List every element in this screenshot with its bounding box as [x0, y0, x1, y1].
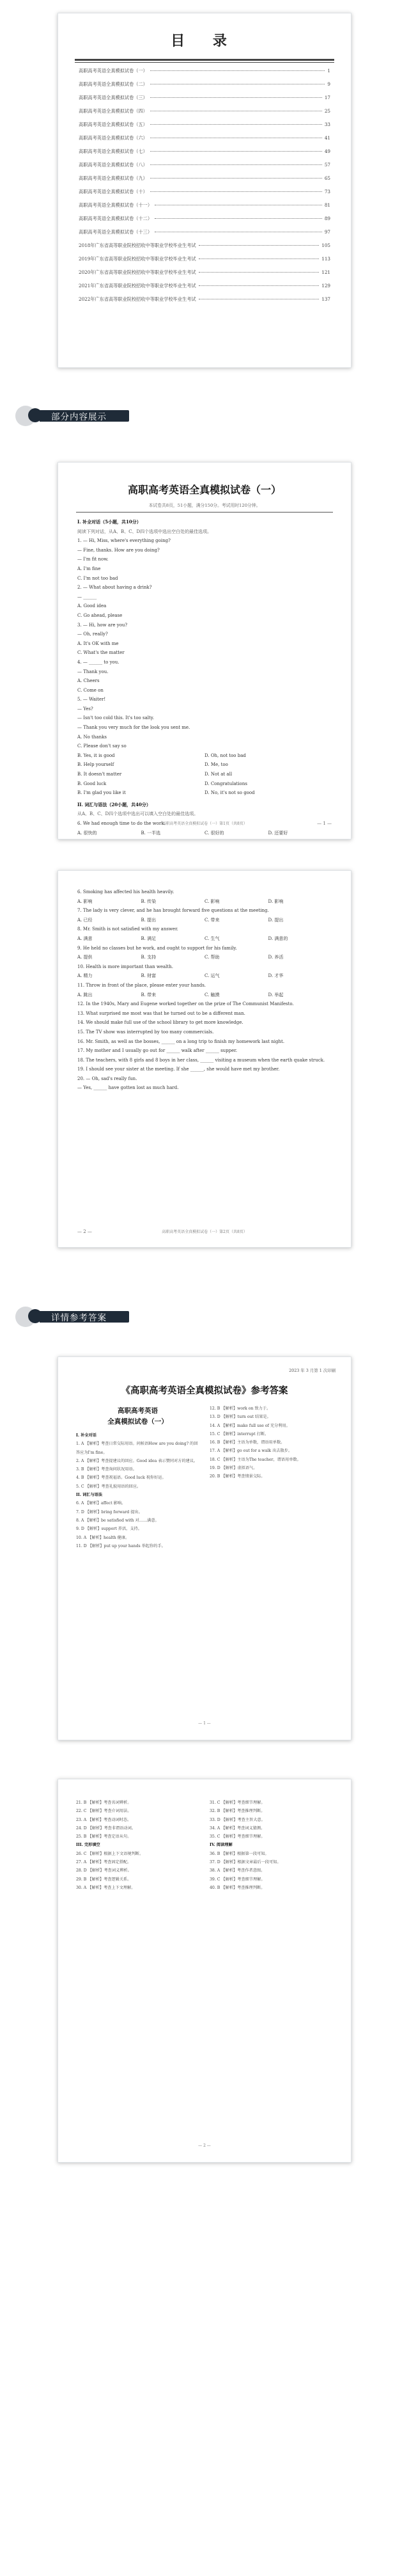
option: D. 满意的	[268, 935, 288, 941]
toc-entry-title: 高职高考英语全真模拟试卷（九）	[79, 175, 148, 181]
answer-item: 31. C 【解析】考查细节理解。	[210, 1801, 265, 1805]
toc-leader-dots	[199, 258, 320, 259]
section-intro: 阅读下列对话，从A、B、C、D四个选项中选出空白处的最佳选项。	[77, 529, 212, 534]
toc-entry-page: 129	[321, 283, 330, 289]
question: 18. The teachers, with 8 girls and 8 boys in her class, ______ visiting a museum when the earth quake struck.	[77, 1057, 325, 1063]
dialog-block	[77, 536, 332, 798]
toc-entry-page: 121	[321, 269, 330, 275]
answer-item: 39. C 【解析】考查细节理解。	[210, 1877, 265, 1882]
question: 14. We should make full use of the school library to get more knowledge.	[77, 1020, 243, 1026]
answer-columns	[76, 1799, 333, 1892]
answer-item: 19. D 【解析】虚拟语气。	[210, 1466, 258, 1471]
answer-item: 18. C 【解析】主语为The teacher，谓语用单数。	[210, 1457, 301, 1462]
answer-item: 1. A 【解析】考查日常交际用语。问候语How are you doing? 的回答应为I'm fine。	[76, 1442, 198, 1455]
dialog-line: 3. — Hi, how are you?	[77, 622, 128, 628]
dialog-line: — Thank you very much for the look you sent me.	[77, 725, 190, 731]
toc-entry	[79, 229, 330, 242]
toc-entry	[79, 175, 330, 189]
dialog-line: C. Come on	[77, 687, 104, 693]
dialog-options	[77, 751, 332, 798]
toc-leader-dots	[150, 70, 325, 71]
toc-entry-title: 高职高考英语全真模拟试卷（十三）	[79, 229, 153, 235]
toc-entry	[79, 68, 330, 81]
answer-item: 14. A 【解析】make full use of 充分利用。	[210, 1423, 290, 1428]
option: B. Good luck	[77, 781, 107, 786]
section-banner-answers	[0, 1299, 409, 1335]
section-banner-partial	[0, 398, 409, 434]
option: B. 传染	[141, 898, 157, 904]
option: B. 提出	[141, 917, 157, 923]
dialog-line: — Yes?	[77, 706, 93, 712]
dialog-line: C. Please don't say so	[77, 743, 127, 749]
question-options	[77, 934, 332, 944]
answer-item: 38. A 【解析】考查作者意图。	[210, 1868, 265, 1873]
answer-item: 23. A 【解析】考查动词时态。	[76, 1817, 132, 1822]
question: 17. My mother and I usually go out for ______ walk after ______ supper.	[77, 1048, 238, 1054]
toc-leader-dots	[150, 164, 322, 165]
toc-list	[58, 68, 351, 310]
question: 12. In the 1940s, Mary and Eugene worked together on the prize of The Communist Manifesto.	[77, 1001, 294, 1007]
section-heading: II. 词汇与语法（20小题，共40分）	[77, 801, 151, 807]
dialog-line: A. It's OK with me	[77, 640, 119, 646]
toc-entry-page: 9	[327, 81, 330, 87]
toc-entry-page: 97	[324, 229, 330, 235]
toc-entry	[79, 242, 330, 256]
option: B. Help yourself	[77, 762, 114, 768]
question-options	[77, 829, 332, 838]
toc-leader-dots	[150, 178, 322, 179]
toc-entry-page: 105	[321, 242, 330, 248]
answer-item: 4. B 【解析】考查祝福语。Good luck 祝你好运。	[76, 1475, 166, 1481]
dialog-line: — Fine, thanks. How are you doing?	[77, 547, 160, 553]
answer-item: 37. D 【解析】根据文章最后一段可知。	[210, 1860, 281, 1865]
answers-subtitle: 高职高考英语 全真模拟试卷（一）	[107, 1407, 168, 1426]
dialog-line: C. I'm not too bad	[77, 575, 118, 581]
toc-entry-title: 高职高考英语全真模拟试卷（七）	[79, 148, 148, 154]
answer-item: 6. A 【解析】affect 影响。	[76, 1501, 126, 1506]
toc-leader-dots	[150, 191, 322, 192]
question-options	[77, 990, 332, 1000]
answer-item: 10. A 【解析】health 健康。	[76, 1535, 130, 1540]
answer-item: 34. A 【解析】考查词义猜测。	[210, 1825, 265, 1831]
answer-item: 13. D 【解析】turn out 结果是。	[210, 1415, 271, 1420]
toc-entry	[79, 108, 330, 122]
toc-entry-page: 73	[324, 189, 330, 195]
answer-item: 27. A 【解析】考查固定搭配。	[76, 1860, 132, 1865]
answer-item: 28. D 【解析】考查词义辨析。	[76, 1868, 132, 1873]
option: C. 运气	[204, 973, 220, 979]
page-number: — 1 —	[198, 1721, 211, 1726]
answer-section-heading: II. 词汇与语法	[76, 1493, 103, 1498]
question: 20. — Oh, sad's really fun.	[77, 1076, 137, 1081]
toc-title: 目 录	[171, 33, 238, 49]
option: D. 提出	[268, 917, 284, 923]
answer-item: 7. D 【解析】bring forward 提出。	[76, 1509, 143, 1515]
question: 6. Smoking has affected his health heavily.	[77, 889, 174, 894]
toc-leader-dots	[150, 124, 322, 125]
toc-entry-title: 2022年广东省高等职业院校招收中等职业学校毕业生考试	[79, 296, 196, 302]
dialog-line: 2. — What about having a drink?	[77, 585, 152, 591]
answer-column-left	[76, 1799, 199, 1892]
option: A. 已经	[77, 917, 93, 923]
answer-item: 25. B 【解析】考查定语从句。	[76, 1834, 132, 1840]
option: D. 才华	[268, 973, 284, 979]
toc-entry	[79, 122, 330, 135]
dialog-line: — Thank you.	[77, 669, 109, 674]
page-number: — 2 —	[77, 1229, 92, 1234]
toc-page	[58, 13, 351, 368]
answer-item: 40. B 【解析】考查推理判断。	[210, 1885, 265, 1890]
toc-entry-title: 高职高考英语全真模拟试卷（五）	[79, 122, 148, 127]
toc-entry-page: 81	[324, 202, 330, 208]
toc-entry-title: 2018年广东省高等职业院校招收中等职业学校毕业生考试	[79, 242, 196, 248]
toc-entry	[79, 135, 330, 148]
answer-item: 32. B 【解析】考查推理判断。	[210, 1809, 265, 1814]
toc-entry	[79, 162, 330, 175]
toc-entry	[79, 283, 330, 296]
answer-item: 17. A 【解析】go out for a walk 出去散步。	[210, 1449, 293, 1454]
toc-entry-title: 2020年广东省高等职业院校招收中等职业学校毕业生考试	[79, 269, 196, 275]
option: D. Oh, not too bad	[204, 752, 246, 758]
answer-item: 16. B 【解析】主语为单数，谓语用单数。	[210, 1440, 285, 1445]
question: 8. Mr. Smith is not satisfied with my answer.	[77, 926, 178, 932]
toc-leader-dots	[150, 151, 322, 152]
exam-title: 高职高考英语全真模拟试卷（一）	[127, 484, 281, 496]
question: 11. Throw in front of the place, please enter your hands.	[77, 982, 206, 988]
option: B. It doesn't matter	[77, 772, 122, 777]
toc-leader-dots	[155, 218, 322, 219]
toc-entry	[79, 148, 330, 162]
option: A. 很快的	[77, 830, 97, 836]
question-options	[77, 953, 332, 962]
toc-entry	[79, 202, 330, 216]
answer-section-heading: I. 补全对话	[76, 1433, 96, 1438]
option: C. 很好的	[204, 830, 224, 836]
answer-item: 22. C 【解析】考查介词用法。	[76, 1809, 132, 1814]
page-number: — 2 —	[198, 2143, 211, 2148]
option: D. 养活	[268, 955, 284, 960]
dialog-line: C. What's the matter	[77, 650, 125, 656]
answer-column-right	[210, 1799, 333, 1892]
option: D. 还要好	[268, 830, 288, 836]
answer-item: 35. C 【解析】考查细节理解。	[210, 1834, 265, 1840]
toc-entry-page: 65	[324, 175, 330, 181]
answer-item: 15. C 【解析】interrupt 打断。	[210, 1431, 269, 1436]
toc-entry-page: 25	[324, 108, 330, 114]
answer-section-heading: IV. 阅读理解	[210, 1843, 233, 1848]
toc-entry-title: 高职高考英语全真模拟试卷（十一）	[79, 202, 153, 208]
answer-item: 5. C 【解析】考查礼貌用语的回应。	[76, 1484, 141, 1489]
page-footer: 高职高考英语全真模拟试卷（一）第1页（共8页）	[162, 822, 247, 826]
question: 16. Mr. Smith, as well as the bosses, ______ on a long trip to finish my homework last night.	[77, 1038, 285, 1044]
banner-circle-icon	[28, 1309, 42, 1323]
toc-entry	[79, 81, 330, 95]
question: 7. The lady is very clever, and he has brought forward five questions at the meeting.	[77, 908, 269, 914]
dialog-line: — ______	[77, 594, 97, 600]
dialog-line: A. I'm fine	[77, 566, 101, 571]
toc-entry-page: 57	[324, 162, 330, 168]
option: B. I'm glad you like it	[77, 790, 126, 796]
toc-entry-title: 2021年广东省高等职业院校招收中等职业学校毕业生考试	[79, 283, 196, 289]
question-options	[77, 916, 332, 925]
option: B. Yes, it is good	[77, 752, 115, 758]
dialog-line: — I'm fit now.	[77, 557, 109, 562]
toc-entry-title: 高职高考英语全真模拟试卷（二）	[79, 81, 148, 87]
toc-entry-page: 49	[324, 148, 330, 154]
toc-entry-page: 17	[324, 95, 330, 100]
banner-circle-icon	[28, 408, 42, 422]
answer-item: 9. D 【解析】support 养活，支持。	[76, 1527, 142, 1532]
dialog-line: A. No thanks	[77, 734, 107, 740]
answer-item: 2. A 【解析】考查提建议的回应。Good idea 表示赞同对方的建议。	[76, 1458, 198, 1463]
exam-page-2	[58, 870, 351, 1248]
toc-entry	[79, 296, 330, 310]
option: B. 财富	[141, 973, 157, 979]
toc-entry-page: 113	[321, 256, 330, 262]
answer-item: 26. C 【解析】根据上下文语境判断。	[76, 1851, 144, 1856]
toc-entry-page: 89	[324, 216, 330, 221]
option: B. 一半选	[141, 830, 161, 836]
question: 19. I should see your sister at the meeting. If she ______, she would have met my brother.	[77, 1067, 280, 1072]
toc-entry-title: 高职高考英语全真模拟试卷（十二）	[79, 216, 153, 221]
dialog-line: — Oh, really?	[77, 632, 108, 637]
toc-entry	[79, 269, 330, 283]
toc-entry	[79, 95, 330, 108]
option: A. 提供	[77, 955, 93, 960]
toc-entry-title: 2019年广东省高等职业院校招收中等职业学校毕业生考试	[79, 256, 196, 262]
exam-note: 本试卷共8页，51小题，满分150分。考试用时120分钟。	[148, 503, 261, 508]
toc-entry-title: 高职高考英语全真模拟试卷（八）	[79, 162, 148, 168]
toc-entry-page: 33	[324, 122, 330, 127]
question: — Yes, ______ have gotten lost as much hard.	[77, 1085, 179, 1091]
question: 15. The TV show was interrupted by too many commercials.	[77, 1029, 214, 1035]
banner-label: 详情参考答案	[51, 1313, 107, 1323]
toc-entry-title: 高职高考英语全真模拟试卷（三）	[79, 95, 148, 100]
exam-content	[77, 887, 332, 1093]
option: A. 精力	[77, 973, 93, 979]
question-options	[77, 897, 332, 907]
answer-columns	[76, 1404, 333, 1550]
toc-entry-page: 41	[324, 135, 330, 141]
option: A. 跳出	[77, 992, 93, 998]
option: D. Congratulations	[204, 781, 247, 786]
answer-page-1	[58, 1356, 351, 1740]
toc-leader-dots	[199, 272, 320, 273]
toc-leader-dots	[199, 245, 320, 246]
option: D. 举起	[268, 992, 284, 998]
toc-entry-title: 高职高考英语全真模拟试卷（四）	[79, 108, 148, 114]
answer-column-left	[76, 1404, 199, 1550]
section-heading: I. 补全对话（5小题，共10分）	[77, 519, 141, 525]
option: B. 满足	[141, 935, 157, 941]
question-options	[77, 971, 332, 981]
answer-item: 8. A 【解析】be satisfied with 对……满意。	[76, 1518, 159, 1523]
dialog-line: C. Go ahead, please	[77, 612, 123, 618]
answer-item: 20. B 【解析】考查情景交际。	[210, 1474, 265, 1479]
section-intro: 从A、B、C、D四个选项中选出可以填入空白处的最佳选项。	[77, 811, 199, 817]
dialog-line: A. Good idea	[77, 603, 107, 609]
answer-item: 33. D 【解析】考查主旨大意。	[210, 1817, 265, 1822]
answers-title: 《高职高考英语全真模拟试卷》参考答案	[121, 1386, 288, 1396]
question: 9. He held no classes but he work, and ought to support for his family.	[77, 945, 237, 951]
print-note: 2023 年 3 月第 1 次印刷	[289, 1368, 336, 1373]
exam-page-1	[58, 462, 351, 839]
option: C. 触摸	[204, 992, 220, 998]
page-footer: 高职高考英语全真模拟试卷（一）第2页（共8页）	[162, 1230, 247, 1234]
answer-page-2	[58, 1779, 351, 2163]
toc-entry	[79, 189, 330, 202]
toc-entry	[79, 216, 330, 229]
question: 6. We had enough time to do the work.	[77, 821, 166, 826]
toc-entry-page: 137	[321, 296, 330, 302]
option: D. Not at all	[204, 772, 233, 777]
option: C. 帮助	[204, 955, 220, 960]
toc-leader-dots	[199, 285, 320, 286]
page-number: — 1 —	[317, 821, 332, 826]
exam-content	[77, 518, 332, 838]
answer-item: 30. A 【解析】考查上下文理解。	[76, 1885, 135, 1890]
toc-entry-title: 高职高考英语全真模拟试卷（六）	[79, 135, 148, 141]
dialog-line: — Isn't too cold this. It's too salty.	[77, 715, 155, 721]
banner-label: 部分内容展示	[51, 412, 107, 422]
dialog-line: 5. — Waiter!	[77, 697, 106, 703]
option: D. No, it's not so good	[204, 790, 255, 796]
option: B. 支持	[141, 955, 157, 960]
toc-divider	[75, 59, 334, 63]
option: C. 影响	[204, 898, 220, 904]
toc-entry-title: 高职高考英语全真模拟试卷（十）	[79, 189, 148, 195]
toc-entry-page: 1	[327, 68, 330, 74]
answer-item: 3. B 【解析】考查询问状况用语。	[76, 1467, 137, 1472]
question: 10. Health is more important than wealth.	[77, 964, 173, 969]
option: C. 带来	[204, 917, 220, 923]
answer-item: 36. B 【解析】根据第一段可知。	[210, 1851, 269, 1856]
question: 13. What surprised me most was that he turned out to be a different man.	[77, 1010, 245, 1016]
toc-leader-dots	[150, 97, 322, 98]
answer-item: 24. D 【解析】考查非谓语动词。	[76, 1825, 135, 1831]
answer-item: 12. B 【解析】work on 致力于。	[210, 1406, 271, 1411]
dialog-line: 4. — ______ to you.	[77, 659, 120, 665]
dialog-line: 1. — Hi, Miss, where's everything going?	[77, 538, 171, 544]
option: B. 带来	[141, 992, 157, 998]
option: A. 影响	[77, 898, 93, 904]
toc-entry	[79, 256, 330, 269]
answer-item: 29. B 【解析】考查逻辑关系。	[76, 1877, 132, 1882]
option: A. 满意	[77, 935, 93, 941]
answer-column-right	[210, 1404, 333, 1550]
option: D. Me, too	[204, 762, 228, 768]
answer-item: 11. D 【解析】put up your hands 举起你的手。	[76, 1543, 166, 1548]
dialog-line: A. Cheers	[77, 678, 100, 684]
option: D. 影响	[268, 898, 284, 904]
option: C. 生气	[204, 935, 220, 941]
answer-item: 21. B 【解析】考查名词辨析。	[76, 1801, 132, 1805]
toc-entry-title: 高职高考英语全真模拟试卷（一）	[79, 68, 148, 74]
answer-section-heading: III. 完形填空	[76, 1843, 100, 1848]
